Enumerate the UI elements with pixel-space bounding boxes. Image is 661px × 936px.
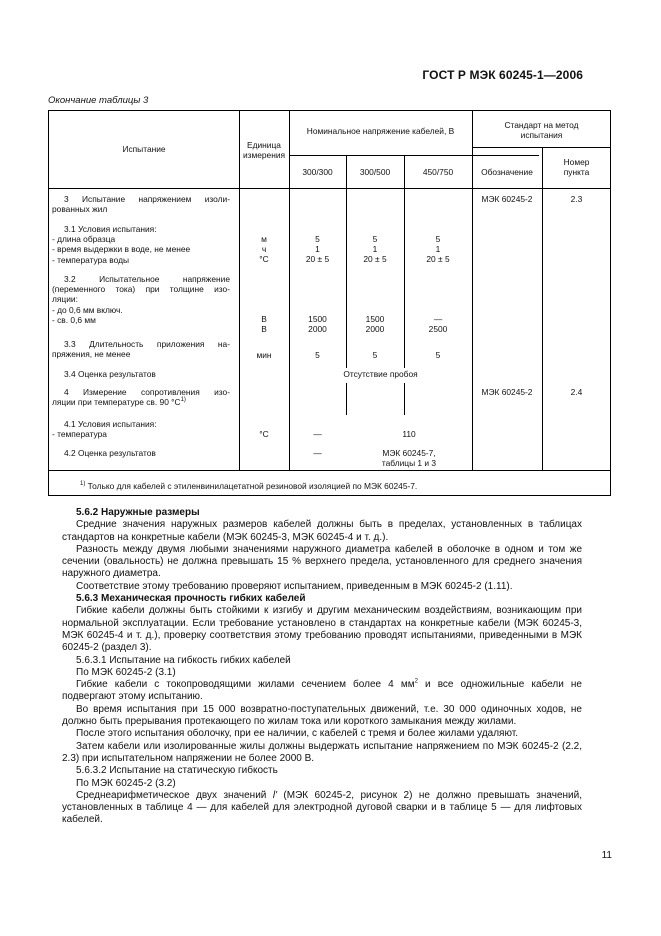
test-line: - св. 0,6 мм — [52, 314, 96, 325]
row-3-1-v3 — [404, 234, 472, 265]
row-3-3-v1: 5 — [315, 350, 320, 360]
paragraph-part: (МЭК 60245-2, рисунок 2) не должно превышать значений, установленных в таблице 4 — для кабелей для электродной дуговой сварки и в таблице 5 — для лифтовых кабелей. — [62, 789, 583, 826]
reference-line: По МЭК 60245-2 (3.1) — [76, 666, 176, 678]
section-number: 5.6.3 — [76, 593, 99, 605]
value: 1 — [315, 244, 320, 255]
test-line: - длина образца — [52, 234, 116, 245]
footnote-ref: 1) — [180, 397, 186, 404]
value: 5 — [435, 234, 441, 244]
value: 2000 — [365, 324, 385, 335]
section-heading-5-6-2 — [62, 507, 582, 519]
test-line: 3.2 Испытательное напряжение — [64, 274, 230, 284]
row-4-test — [52, 387, 230, 408]
value: 20 ± 5 — [363, 254, 387, 265]
row-3-3-v2: 5 — [372, 350, 378, 360]
clause-header-line: Номер — [563, 157, 590, 167]
row-3-1-v1 — [289, 234, 346, 265]
paragraph: Затем кабели или изолированные жилы должны выдержать испытание напряжением по МЭК 60245-2 (2.2, 2.3) при испытательном напряжении не более 2000 В. — [62, 740, 582, 764]
subsection-heading: 5.6.3.1 Испытание на гибкость гибких кабелей — [76, 654, 291, 666]
row-3-clause: 2.3 — [570, 194, 583, 204]
section-heading-5-6-3 — [62, 593, 582, 605]
table-caption: Окончание таблицы 3 — [48, 95, 149, 106]
test-line: ляции: — [52, 294, 78, 305]
paragraph — [62, 790, 582, 827]
col-header-v2: 300/500 — [359, 167, 391, 177]
value: 5 — [315, 234, 320, 244]
test-line: (переменного тока) при толщине изо- — [52, 284, 230, 295]
test-line: 4.1 Условия испытания: — [64, 419, 157, 429]
value: 20 ± 5 — [305, 254, 330, 265]
row-4-1-test — [52, 419, 230, 440]
value: 1 — [372, 244, 378, 255]
row-4-clause: 2.4 — [570, 387, 583, 397]
test-line: рованных жил — [52, 204, 108, 215]
row-4-1-v1: — — [313, 429, 322, 439]
reference-line: По МЭК 60245-2 (3.2) — [76, 777, 176, 789]
row-4-1-span: 110 — [402, 429, 416, 439]
col-divider-2 — [289, 111, 290, 470]
row-3-4-test: 3.4 Оценка результатов — [64, 369, 156, 379]
paragraph — [62, 679, 582, 704]
section-title: Механическая прочность гибких кабелей — [98, 593, 306, 605]
row-3-1-test — [52, 224, 236, 265]
paragraph: Во время испытания при 15 000 возвратно-поступательных движений, т.е. 30 000 одиночных ходов, не должно быть прерывания протекающего по жилам тока или короткого замыкания между жилами. — [62, 703, 582, 728]
col-divider-4b — [404, 383, 405, 415]
unit-value: °С — [259, 254, 269, 265]
row-3-test — [52, 194, 230, 215]
col-divider-5 — [472, 111, 473, 470]
row-3-2-v1 — [289, 314, 346, 334]
value: 1500 — [308, 314, 327, 324]
superscript: 2 — [414, 678, 418, 685]
row-4-standard: МЭК 60245-2 — [481, 387, 533, 397]
value: 2000 — [308, 324, 327, 335]
page-number: 11 — [601, 850, 612, 861]
test-line: 3.3 Длительность приложения на- — [64, 339, 230, 349]
paragraph-part: Среднеарифметическое двух значений — [76, 789, 273, 801]
section-number: 5.6.2 — [76, 507, 99, 518]
row-3-1-unit — [239, 234, 289, 265]
row-4-1-unit: °С — [259, 429, 269, 439]
test-line: 3 Испытание напряжением изоли- — [64, 194, 230, 204]
header-bottom-rule — [49, 188, 611, 189]
col-header-standard — [472, 120, 611, 140]
symbol: l' — [272, 789, 277, 801]
col-header-voltage: Номинальное напряжение кабелей, В — [306, 126, 455, 136]
test-line: ляции при температуре св. 90 °С — [52, 397, 181, 408]
test-line: 3.1 Условия испытания: — [64, 224, 157, 234]
test-line: - температура воды — [52, 254, 129, 265]
footnote-marker: 1) — [80, 481, 86, 488]
row-3-standard: МЭК 60245-2 — [481, 194, 533, 204]
col-divider-1 — [239, 111, 240, 470]
row-3-2-v2 — [346, 314, 404, 334]
value: МЭК 60245-7, — [382, 448, 436, 458]
standard-header-line: испытания — [520, 130, 563, 141]
unit-value: В — [261, 314, 267, 324]
subsection-heading: 5.6.3.2 Испытание на статическую гибкость — [76, 765, 278, 777]
test-line: - до 0,6 мм включ. — [52, 304, 123, 315]
row-3-4-result: Отсутствие пробоя — [343, 369, 418, 379]
paragraph: Средние значения наружных размеров кабелей должны быть в пределах, установленных в таблицах стандартов на конкретные кабели (МЭК 60245-3, МЭК 60245-4 и т. д.). — [62, 519, 582, 543]
standard-header-line: Стандарт на метод — [504, 120, 579, 130]
table-footnote — [80, 481, 417, 491]
document-header: ГОСТ Р МЭК 60245-1—2006 — [422, 68, 583, 82]
unit-value: м — [261, 234, 267, 244]
row-4-2-span — [346, 448, 472, 468]
value: 1500 — [365, 314, 385, 324]
row-3-2-v3 — [404, 314, 472, 334]
value: 1 — [435, 244, 441, 255]
col-header-designation: Обозначение — [481, 167, 533, 177]
unit-header-line: Единица — [247, 140, 281, 150]
col-header-unit — [239, 140, 289, 160]
test-line: - время выдержки в воде, не менее — [52, 244, 191, 255]
value: таблицы 1 и 3 — [381, 458, 437, 469]
row-3-3-v3: 5 — [435, 350, 441, 360]
value: 20 ± 5 — [426, 254, 450, 265]
col-header-v1: 300/300 — [302, 167, 333, 177]
paragraph-part: Гибкие кабели с токопроводящими жилами сечением более 4 мм — [76, 679, 415, 691]
section-title: Наружные размеры — [98, 507, 200, 518]
footnote-text: Только для кабелей с этиленвинилацетатной резиновой изоляцией по МЭК 60245-7. — [85, 481, 418, 491]
paragraph-part: и все одножильные кабели не подвергают этому испытанию. — [62, 679, 582, 703]
unit-value: ч — [261, 244, 267, 255]
row-3-2-test — [52, 274, 230, 325]
table-bottom-rule — [49, 470, 611, 471]
unit-value: В — [261, 324, 267, 335]
value: — — [433, 314, 443, 324]
row-3-3-unit: мин — [256, 350, 272, 360]
table-3 — [48, 110, 611, 496]
header-row-divider — [289, 155, 539, 156]
row-4-2-v1: — — [313, 448, 322, 458]
row-3-1-v2 — [346, 234, 404, 265]
test-line: пряжения, не менее — [52, 349, 131, 360]
clause-header-line: пункта — [563, 167, 590, 178]
col-divider-3b — [346, 383, 347, 415]
body-text — [62, 507, 582, 827]
unit-header-line: измерения — [242, 150, 286, 161]
row-3-2-unit — [239, 314, 289, 334]
test-line: 4 Измерение сопротивления изо- — [64, 387, 230, 397]
col-header-clause — [542, 157, 611, 177]
paragraph: Разность между двумя любыми значениями наружного диаметра кабелей в оболочке в одном и том же сечении (овальность) не должна превышать 15 % верхнего предела, установленного для среднего значения наружного диаметра. — [62, 543, 582, 580]
row-4-2-test: 4.2 Оценка результатов — [64, 448, 156, 458]
paragraph: После этого испытания оболочку, при ее наличии, с кабелей с тремя и более жилами удаляют. — [76, 728, 518, 740]
col-header-v3: 450/750 — [422, 167, 454, 177]
paragraph: Соответствие этому требованию проверяют испытанием, приведенным в МЭК 60245-2 (1.11). — [76, 580, 513, 592]
value: 5 — [372, 234, 378, 244]
value: 2500 — [428, 324, 448, 335]
test-line: - температура — [52, 429, 107, 440]
paragraph: Гибкие кабели должны быть стойкими к изгибу и другим механическим воздействиям, возникающим при нормальной эксплуатации. Если требование установлено в стандартах на конкретные кабели (МЭК 60245-3, МЭК 60245-4 и т. д.), проверку соответствия этому требованию проводят испытаниями, приведенными в МЭК 60245-2 (раздел 3). — [62, 605, 582, 654]
col-header-test: Испытание — [122, 144, 166, 154]
row-3-3-test — [52, 339, 230, 360]
